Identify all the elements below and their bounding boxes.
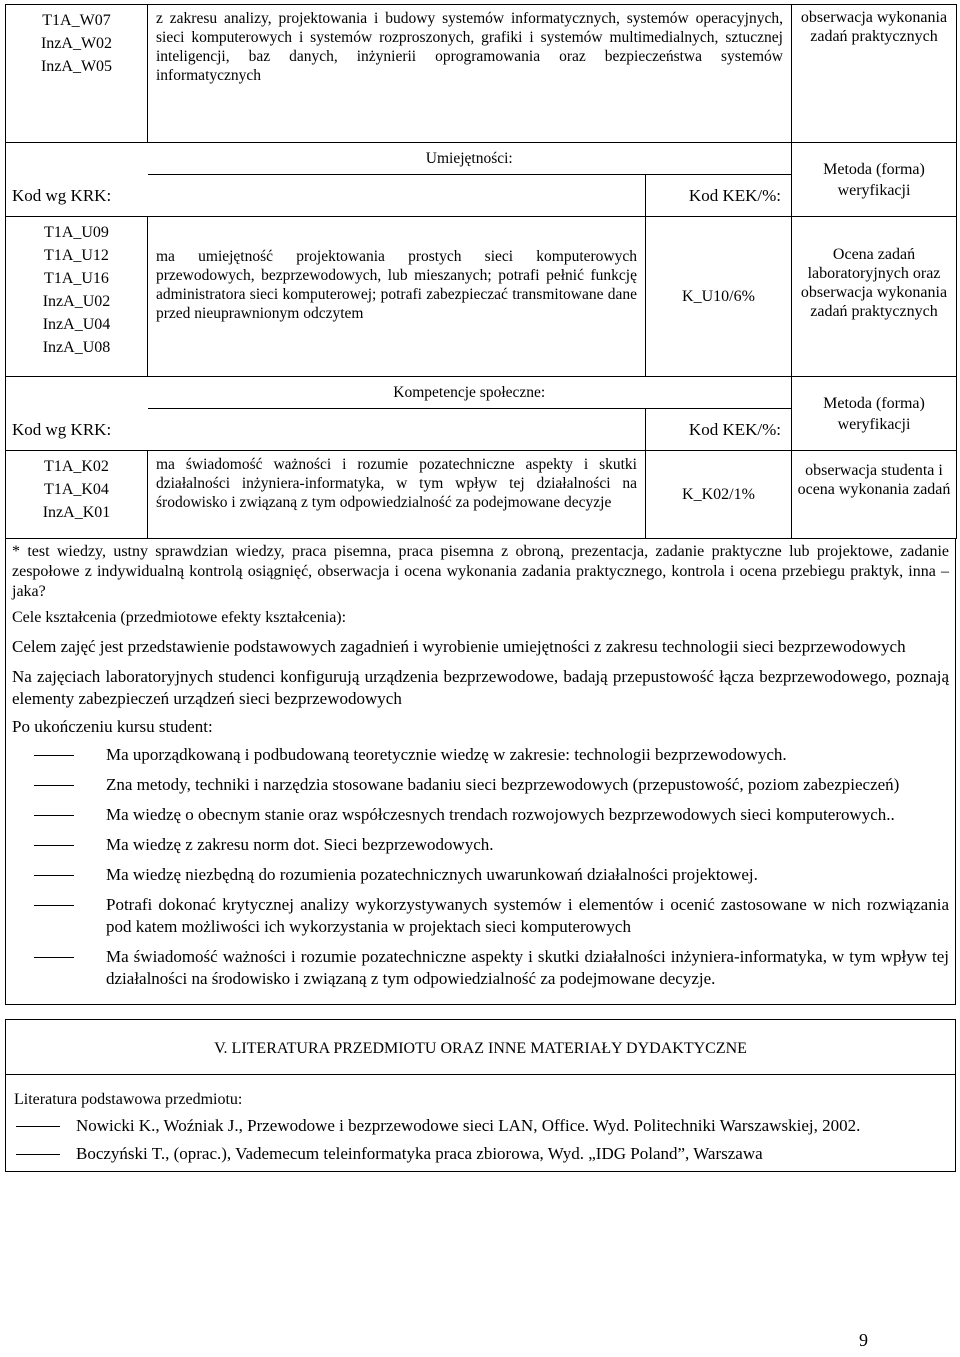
blank-cell — [6, 377, 148, 409]
knowledge-method: obserwacja wykonania zadań praktycznych — [792, 5, 957, 143]
skills-metoda-label: Metoda (forma) weryfikacji — [792, 143, 957, 217]
krk-code: InzA_U02 — [42, 293, 111, 310]
social-kek-value: K_K02/1% — [646, 451, 792, 539]
list-item — [12, 834, 949, 856]
outcomes-list — [12, 744, 949, 990]
social-section-title: Kompetencje społeczne: — [148, 377, 792, 409]
literature-basic-title: Literatura podstawowa przedmiotu: — [14, 1091, 243, 1108]
list-item — [12, 894, 949, 938]
list-item — [14, 1115, 947, 1137]
list-item-text: Ma wiedzę z zakresu norm dot. Sieci bezprzewodowych. — [106, 835, 494, 854]
page-number: 9 — [859, 1330, 868, 1350]
literature-body — [6, 1075, 955, 1165]
list-item-text: Boczyński T., (oprac.), Vademecum teleinformatyka praca zbiorowa, Wyd. „IDG Poland”, Warszawa — [76, 1144, 763, 1163]
cele-title: Cele kształcenia (przedmiotowe efekty kształcenia): — [12, 609, 347, 626]
list-item-text: Ma wiedzę o obecnym stanie oraz współczesnych trendach rozwojowych bezprzewodowych sieci komputerowych.. — [106, 805, 895, 824]
social-description: ma świadomość ważności i rozumie pozatechniczne aspekty i skutki działalności inżyniera-informatyka, w tym wpływ tej działalności na środowisko i związaną z tym odpowiedzialność za podejmowane decyzje — [148, 451, 646, 539]
list-item-text: Potrafi dokonać krytycznej analizy wykorzystywanych systemów i elementów i ocenić zastosowane w nich rozwiązania pod katem możliwości ich wykorzystania w projektach sieci komputerowych — [106, 895, 949, 936]
krk-code: InzA_W05 — [40, 58, 113, 75]
cele-paragraph: Celem zajęć jest przedstawienie podstawowych zagadnień i wyrobienie umiejętności z zakresu technologii sieci bezprzewodowych — [12, 637, 906, 656]
learning-outcomes-table — [5, 4, 957, 539]
krk-code: InzA_U04 — [42, 316, 111, 333]
list-item-text: Nowicki K., Woźniak J., Przewodowe i bezprzewodowe sieci LAN, Office. Wyd. Politechniki Warszawskiej, 2002. — [76, 1116, 861, 1135]
list-item — [12, 804, 949, 826]
dash-icon — [34, 905, 74, 906]
list-item-text: Ma uporządkowaną i podbudowaną teoretycznie wiedzę w zakresie: technologii bezprzewodowych. — [106, 745, 787, 764]
dash-icon — [16, 1154, 60, 1155]
blank-cell — [6, 143, 148, 175]
social-metoda-label: Metoda (forma) weryfikacji — [792, 377, 957, 451]
literature-list — [14, 1115, 947, 1165]
literature-section — [5, 1019, 956, 1172]
list-item — [12, 864, 949, 886]
krk-code: T1A_U09 — [44, 224, 109, 241]
skills-kek-value: K_U10/6% — [646, 217, 792, 377]
list-item-text: Zna metody, techniki i narzędzia stosowane badaniu sieci bezprzewodowych (przepustowość, poziom zabezpieczeń) — [106, 775, 900, 794]
dash-icon — [34, 785, 74, 786]
dash-icon — [34, 845, 74, 846]
social-kek-label: Kod KEK/%: — [646, 409, 792, 451]
list-item — [12, 744, 949, 766]
skills-method: Ocena zadań laboratoryjnych oraz obserwacja wykonania zadań praktycznych — [792, 217, 957, 377]
social-codes-cell — [6, 451, 148, 539]
content-box — [5, 539, 956, 1005]
social-method: obserwacja studenta i ocena wykonania zadań — [792, 451, 957, 539]
list-item — [12, 774, 949, 796]
skills-section-title: Umiejętności: — [148, 143, 792, 175]
list-item — [12, 946, 949, 990]
dash-icon — [34, 755, 74, 756]
dash-icon — [34, 815, 74, 816]
list-item-text: Ma wiedzę niezbędną do rozumienia pozatechnicznych uwarunkowań działalności projektowej. — [106, 865, 758, 884]
cele-paragraph: Na zajęciach laboratoryjnych studenci konfigurują urządzenia bezprzewodowe, badają przepustowość łącza bezprzewodowego, poznają elementy zabezpieczeń urządzeń sieci bezprzewodowych — [12, 667, 949, 708]
list-item-text: Ma świadomość ważności i rozumie pozatechniczne aspekty i skutki działalności inżyniera-informatyka, w tym wpływ tej działalności na środowisko i związaną z tym odpowiedzialność za podejmowane decyzje. — [106, 947, 949, 988]
list-item — [14, 1143, 947, 1165]
krk-code: T1A_U12 — [44, 247, 109, 264]
verification-footnote: * test wiedzy, ustny sprawdzian wiedzy, praca pisemna, praca pisemna z obroną, prezentacja, zadanie praktyczne lub projektowe, zadanie zespołowe z indywidualną kontrolą osiągnięć, obserwacja i ocena wykonania zadania praktycznego, kontrola i ocena przebiegu praktyk, inna – jaka? — [12, 543, 949, 600]
cele-paragraph: Po ukończeniu kursu student: — [12, 717, 213, 736]
dash-icon — [16, 1126, 60, 1127]
krk-code: T1A_K02 — [44, 458, 109, 475]
document-page — [5, 4, 956, 1172]
skills-codes-cell — [6, 217, 148, 377]
krk-code: InzA_U08 — [42, 339, 111, 356]
skills-description: ma umiejętność projektowania prostych sieci komputerowych przewodowych, bezprzewodowych, lub mieszanych; potrafi pełnić funkcję administratora sieci komputerowej; potrafi zabezpieczać transmitowane dane przed nieuprawnionym odczytem — [148, 217, 646, 377]
dash-icon — [34, 875, 74, 876]
literature-section-title: V. LITERATURA PRZEDMIOTU ORAZ INNE MATERIAŁY DYDAKTYCZNE — [6, 1020, 955, 1075]
krk-code: T1A_W07 — [42, 12, 111, 29]
krk-code: T1A_K04 — [44, 481, 109, 498]
knowledge-codes-cell — [6, 5, 148, 143]
krk-code: T1A_U16 — [44, 270, 109, 287]
krk-code: InzA_W02 — [40, 35, 113, 52]
skills-kek-label: Kod KEK/%: — [646, 175, 792, 217]
skills-krk-label: Kod wg KRK: — [6, 175, 646, 217]
krk-code: InzA_K01 — [42, 504, 111, 521]
knowledge-description: z zakresu analizy, projektowania i budowy systemów informatycznych, systemów operacyjnych, sieci komputerowych i systemów rozproszonych, grafiki i systemów multimedialnych, sztucznej inteligencji, baz danych, inżynierii oprogramowania oraz bezpieczeństwa systemów informatycznych — [148, 5, 792, 143]
dash-icon — [34, 957, 74, 958]
social-krk-label: Kod wg KRK: — [6, 409, 646, 451]
